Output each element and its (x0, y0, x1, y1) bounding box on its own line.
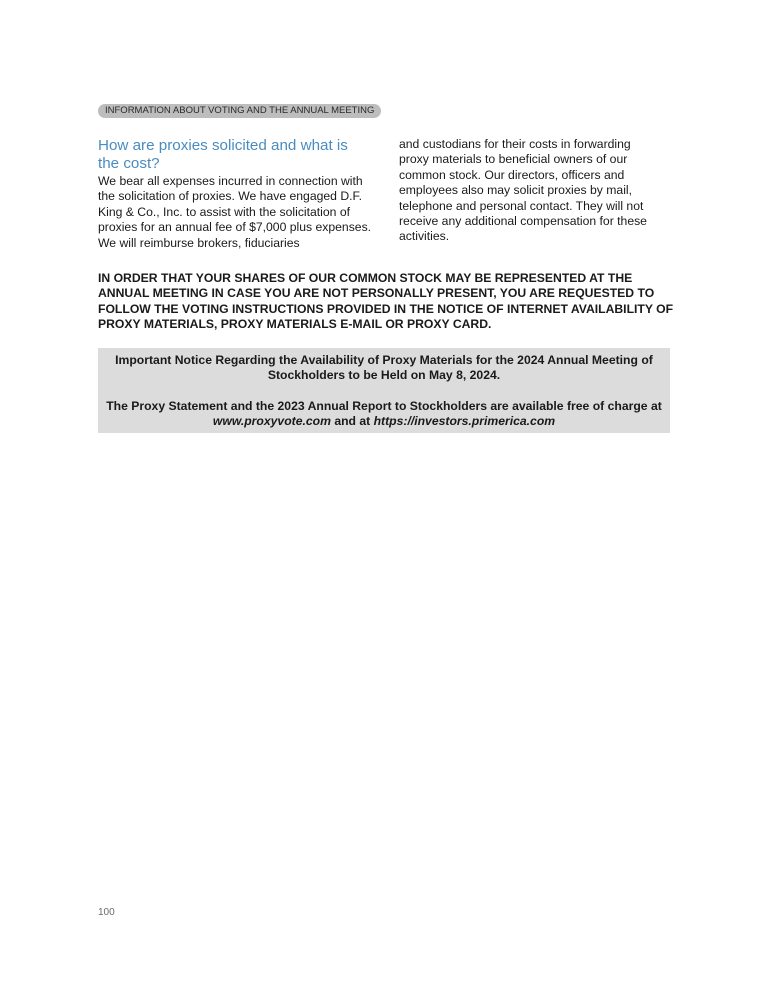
notice-heading: Important Notice Regarding the Availability of Proxy Materials for the 2024 Annual Meeting of Stockholders to be Held on May 8, 2024. (115, 353, 653, 383)
right-column (399, 137, 661, 245)
proxyvote-link[interactable]: www.proxyvote.com (212, 414, 331, 429)
notice-body (98, 399, 670, 430)
notice-connector: and at (334, 414, 371, 429)
notice-box (98, 348, 670, 433)
notice-spacer (98, 384, 670, 399)
answer-paragraph-right: and custodians for their costs in forwarding proxy materials to beneficial owners of our common stock. Our directors, officers and employees also may solicit proxies by mail, telephone and personal contact. They will not receive any additional compensation for these activities. (399, 137, 647, 244)
page-number: 100 (98, 907, 115, 918)
investors-link[interactable]: https://investors.primerica.com (373, 414, 556, 429)
answer-paragraph-left: We bear all expenses incurred in connection with the solicitation of proxies. We have engaged D.F. King & Co., Inc. to assist with the solicitation of proxies for an annual fee of $7,000 plus expenses. We will reimburse brokers, fiduciaries (98, 174, 372, 250)
voting-callout: IN ORDER THAT YOUR SHARES OF OUR COMMON STOCK MAY BE REPRESENTED AT THE ANNUAL MEETING IN CASE YOU ARE NOT PERSONALLY PRESENT, YOU ARE REQUESTED TO FOLLOW THE VOTING INSTRUCTIONS PROVIDED IN THE NOTICE OF INTERNET AVAILABILITY OF PROXY MATERIALS, PROXY MATERIALS E-MAIL OR PROXY CARD. (98, 271, 674, 332)
question-heading: How are proxies solicited and what is the cost? (98, 137, 348, 172)
section-tag: INFORMATION ABOUT VOTING AND THE ANNUAL MEETING (98, 104, 381, 118)
left-column (98, 137, 373, 251)
notice-body-prefix: The Proxy Statement and the 2023 Annual Report to Stockholders are available free of charge at (106, 398, 662, 413)
